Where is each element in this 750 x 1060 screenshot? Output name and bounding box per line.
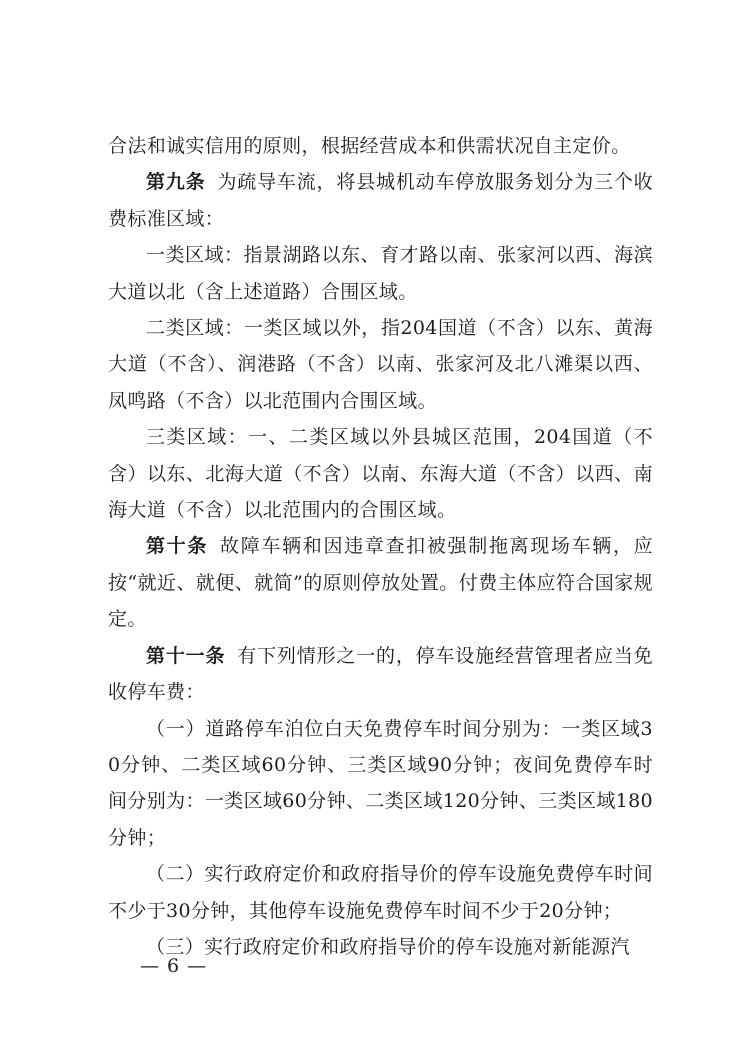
paragraph-text: 为疏导车流，将县城机动车停放服务划分为三个收费标准区域：	[108, 171, 653, 230]
zone-class-1	[108, 237, 653, 310]
paragraph-text: 有下列情形之一的，停车设施经营管理者应当免收停车费：	[108, 644, 653, 704]
paragraph-text: （二）实行政府定价和政府指导价的停车设施免费停车时间不少于30分钟，其他停车设施免费停车时间不少于20分钟；	[108, 863, 653, 922]
article-9	[108, 164, 653, 237]
paragraph-text: （一）道路停车泊位白天免费停车时间分别为：一类区域30分钟、二类区域60分钟、三类区域90分钟；夜间免费停车时间分别为：一类区域60分钟、二类区域120分钟、三类区域180分钟；	[108, 717, 653, 849]
paragraph-text: 一类区域：指景湖路以东、育才路以南、张家河以西、海滨大道以北（含上述道路）合围区域。	[108, 244, 653, 303]
article-11	[108, 638, 653, 711]
clause-2	[108, 856, 653, 929]
paragraph-text: 合法和诚实信用的原则，根据经营成本和供需状况自主定价。	[108, 135, 631, 157]
page-number: — 6 —	[140, 955, 208, 977]
document-body	[108, 128, 653, 965]
article-10	[108, 528, 653, 637]
paragraph-text: 三类区域：一、二类区域以外县城区范围，204国道（不含）以东、北海大道（不含）以南、东海大道（不含）以西、南海大道（不含）以北范围内的合围区域。	[108, 426, 653, 522]
paragraph-continuation	[108, 128, 653, 164]
zone-class-3	[108, 419, 653, 528]
paragraph-text: （三）实行政府定价和政府指导价的停车设施对新能源汽	[146, 935, 630, 958]
article-heading: 第十条	[146, 535, 209, 558]
paragraph-text: 故障车辆和因违章查扣被强制拖离现场车辆，应按“就近、就便、就简”的原则停放处置。付费主体应符合国家规定。	[108, 535, 653, 631]
paragraph-text: 二类区域：一类区域以外，指204国道（不含）以东、黄海大道（不含）、润港路（不含）以南、张家河及北八滩渠以西、凤鸣路（不含）以北范围内合围区域。	[108, 317, 653, 412]
article-heading: 第九条	[146, 171, 206, 194]
article-heading: 第十一条	[146, 644, 226, 667]
clause-1	[108, 711, 653, 857]
zone-class-2	[108, 310, 653, 419]
